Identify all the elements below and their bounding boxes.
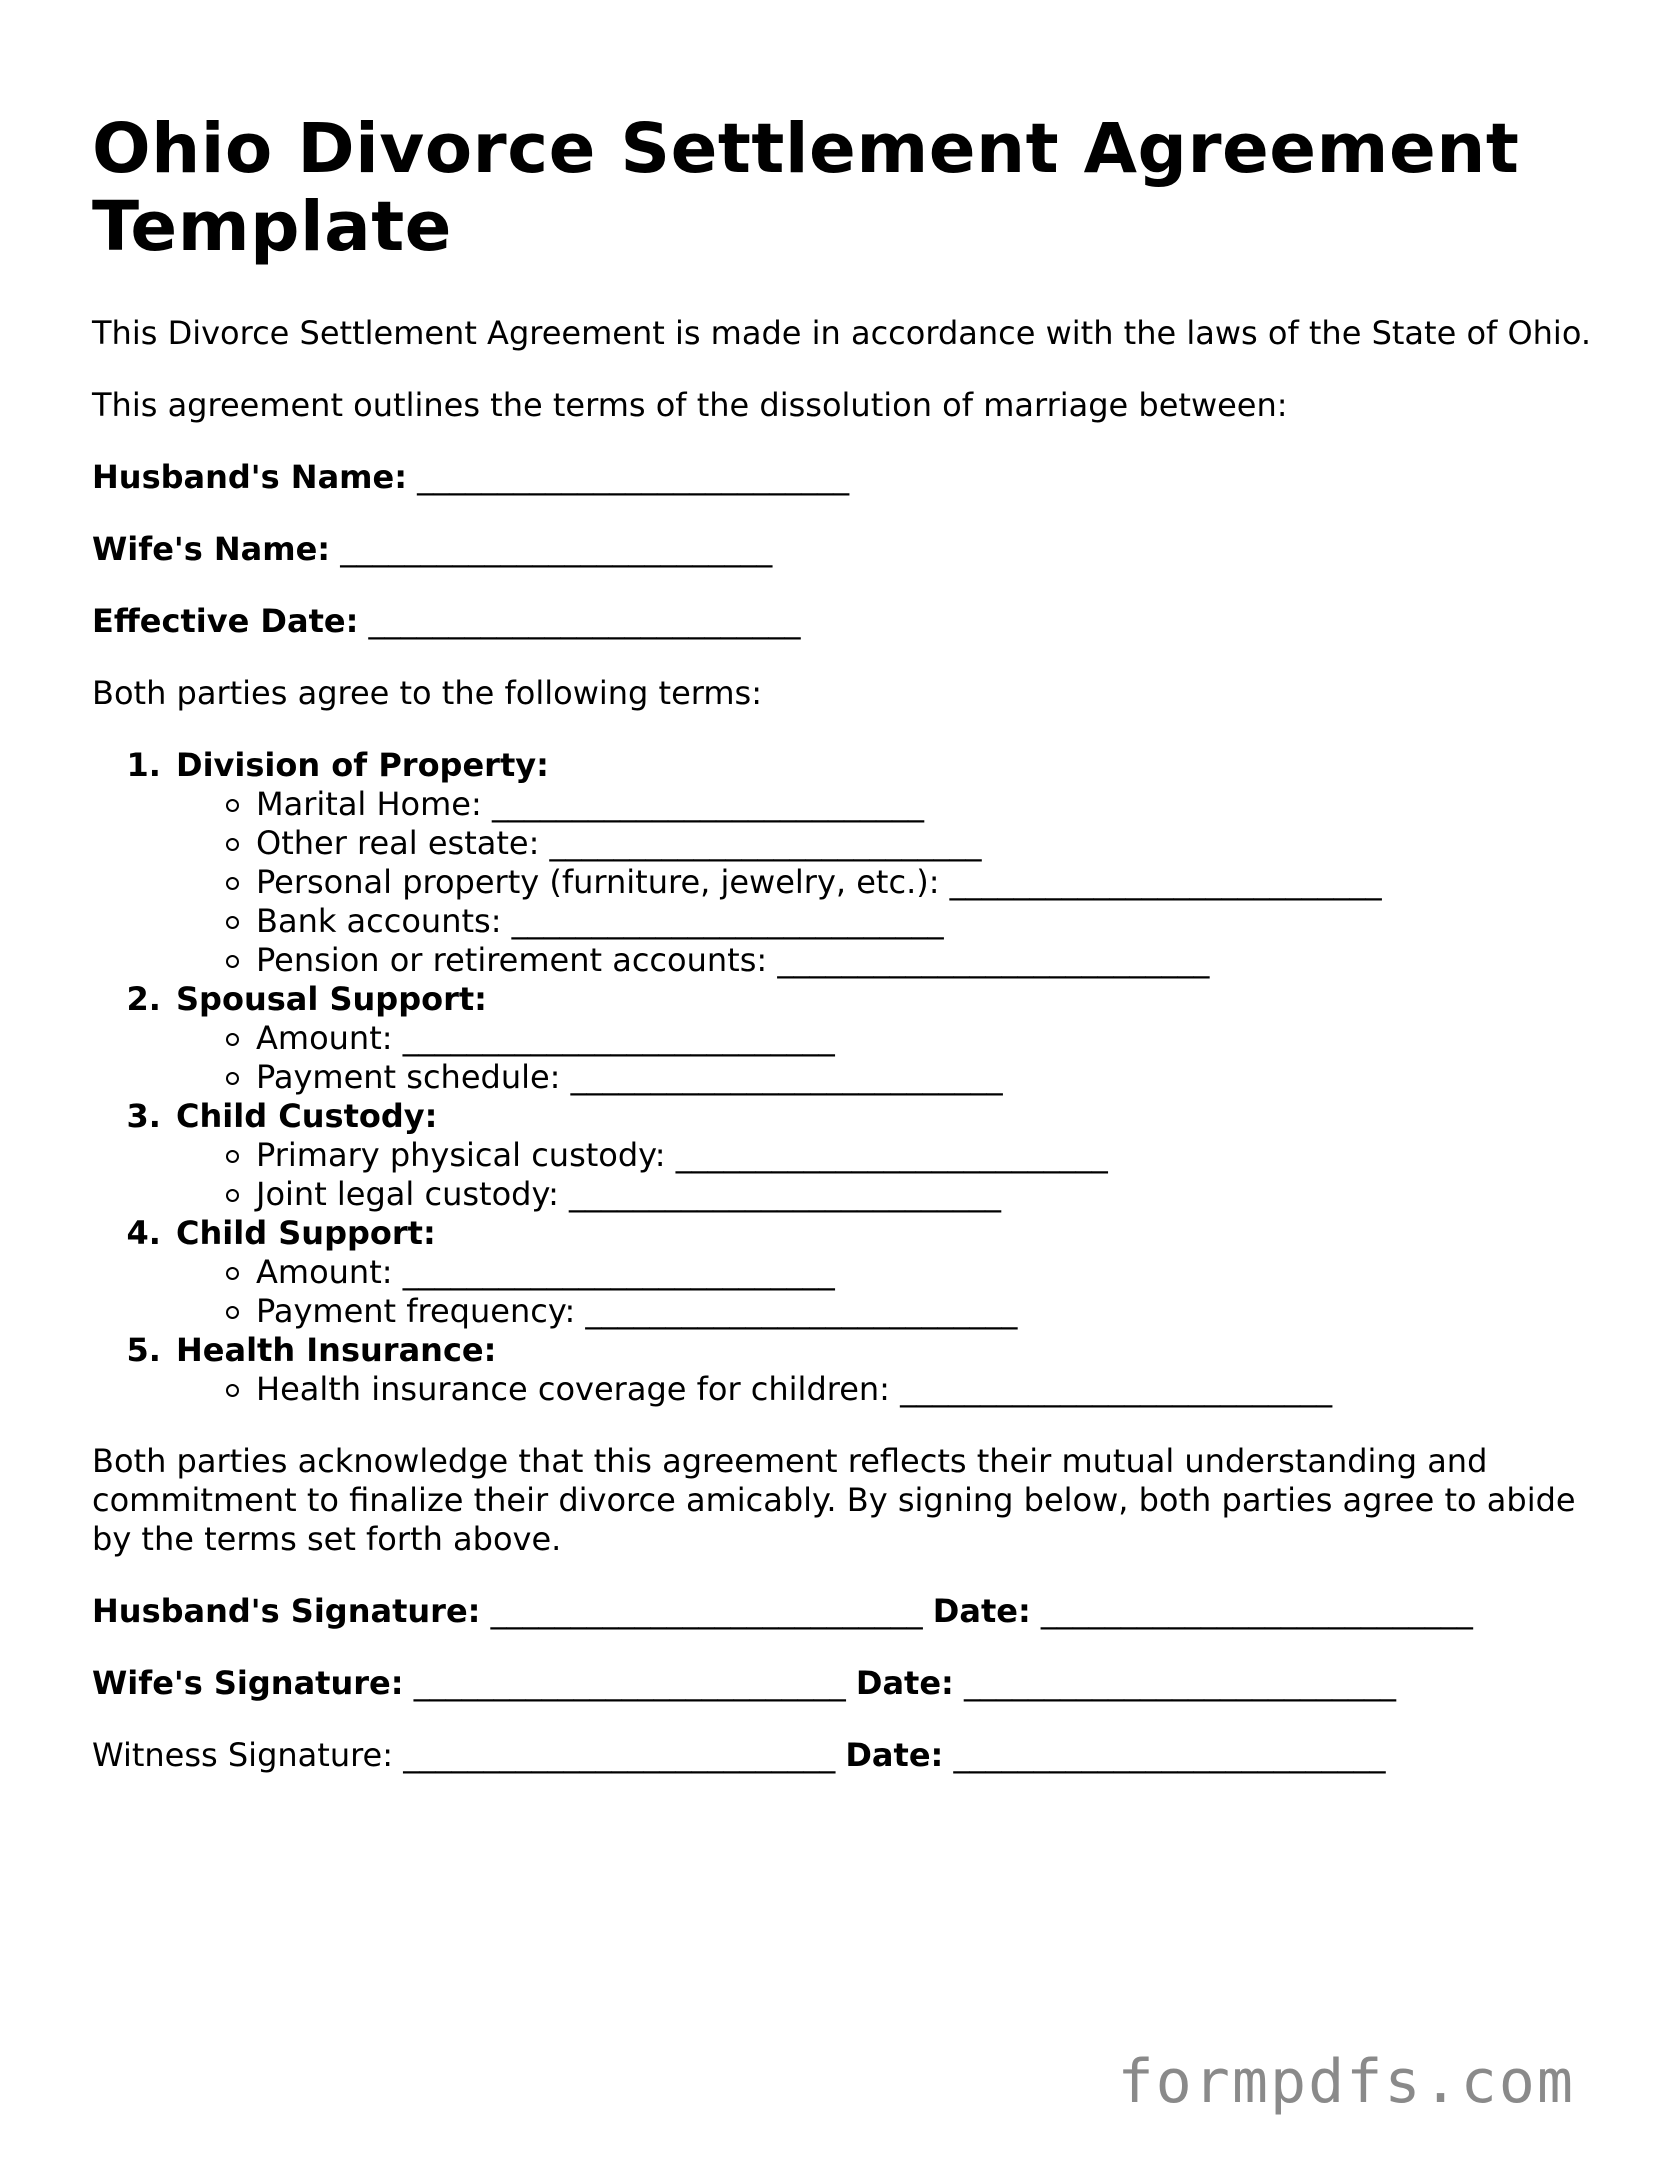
husband-name-blank[interactable]: ___________________________ <box>417 458 850 496</box>
witness-signature-row <box>92 1736 1592 1775</box>
document-page <box>92 110 1592 1808</box>
watermark: formpdfs.com <box>1117 2047 1575 2117</box>
term-item-blank[interactable]: ___________________________ <box>675 1136 1108 1174</box>
term-sub-list <box>176 1253 1592 1331</box>
acknowledgement-paragraph: Both parties acknowledge that this agreement reflects their mutual understanding and commitment to finalize their divorce amicably. By signing below, both parties agree to abide by the terms set forth above. <box>92 1442 1576 1558</box>
term-section <box>172 746 1592 980</box>
term-item-label: Payment schedule: <box>256 1058 561 1096</box>
term-item-blank[interactable]: ___________________________ <box>949 863 1382 901</box>
term-item-blank[interactable]: ___________________________ <box>777 941 1210 979</box>
term-item-label: Joint legal custody: <box>256 1175 559 1213</box>
wife-date-blank[interactable]: ___________________________ <box>964 1664 1396 1702</box>
term-item-label: Amount: <box>256 1019 393 1057</box>
term-item <box>256 785 1592 824</box>
wife-signature-label: Wife's Signature: <box>92 1664 404 1702</box>
term-item <box>256 941 1592 980</box>
wife-signature-row <box>92 1664 1592 1703</box>
term-item <box>256 1253 1592 1292</box>
term-section-title: Division of Property: <box>176 746 549 784</box>
terms-list <box>92 746 1592 1409</box>
witness-date-blank[interactable]: ___________________________ <box>953 1736 1386 1774</box>
term-item-label: Pension or retirement accounts: <box>256 941 768 979</box>
wife-name-label: Wife's Name: <box>92 530 331 568</box>
term-sub-list <box>176 1370 1592 1409</box>
term-item <box>256 1019 1592 1058</box>
term-item <box>256 824 1592 863</box>
term-item-blank[interactable]: ___________________________ <box>402 1019 835 1057</box>
term-item <box>256 1292 1592 1331</box>
husband-signature-row <box>92 1592 1592 1631</box>
term-section-title: Spousal Support: <box>176 980 487 1018</box>
term-item-blank[interactable]: ___________________________ <box>585 1292 1018 1330</box>
term-item <box>256 1175 1592 1214</box>
effective-date-field <box>92 602 1592 641</box>
term-item-blank[interactable]: ___________________________ <box>549 824 982 862</box>
husband-name-label: Husband's Name: <box>92 458 407 496</box>
term-item-blank[interactable]: ___________________________ <box>491 785 924 823</box>
term-sub-list <box>176 1019 1592 1097</box>
term-item-blank[interactable]: ___________________________ <box>570 1058 1003 1096</box>
term-section-title: Child Support: <box>176 1214 436 1252</box>
effective-date-label: Effective Date: <box>92 602 359 640</box>
term-section-title: Child Custody: <box>176 1097 438 1135</box>
term-section <box>172 1214 1592 1331</box>
wife-name-blank[interactable]: ___________________________ <box>340 530 773 568</box>
wife-signature-blank[interactable]: ___________________________ <box>413 1664 846 1702</box>
term-sub-list <box>176 1136 1592 1214</box>
term-sub-list <box>176 785 1592 980</box>
husband-name-field <box>92 458 1592 497</box>
terms-intro: Both parties agree to the following terms: <box>92 674 762 712</box>
witness-signature-blank[interactable]: ___________________________ <box>403 1736 836 1774</box>
husband-signature-label: Husband's Signature: <box>92 1592 481 1630</box>
husband-date-label: Date: <box>932 1592 1031 1630</box>
wife-date-label: Date: <box>855 1664 954 1702</box>
term-item-label: Amount: <box>256 1253 393 1291</box>
term-section <box>172 1097 1592 1214</box>
term-item-label: Primary physical custody: <box>256 1136 666 1174</box>
term-item-blank[interactable]: ___________________________ <box>402 1253 835 1291</box>
term-item <box>256 1058 1592 1097</box>
term-item-blank[interactable]: ___________________________ <box>569 1175 1002 1213</box>
term-item-label: Health insurance coverage for children: <box>256 1370 890 1408</box>
term-item-label: Payment frequency: <box>256 1292 576 1330</box>
term-section <box>172 980 1592 1097</box>
witness-signature-label: Witness Signature: <box>92 1736 394 1774</box>
term-item <box>256 1136 1592 1175</box>
term-item-label: Other real estate: <box>256 824 540 862</box>
husband-date-blank[interactable]: ___________________________ <box>1040 1592 1473 1630</box>
effective-date-blank[interactable]: ___________________________ <box>368 602 801 640</box>
intro-paragraph: This Divorce Settlement Agreement is made in accordance with the laws of the State of Ohio. <box>92 314 1591 352</box>
term-item-blank[interactable]: ___________________________ <box>900 1370 1333 1408</box>
wife-name-field <box>92 530 1592 569</box>
term-item <box>256 1370 1592 1409</box>
page-title: Ohio Divorce Settlement Agreement Template <box>92 109 1520 267</box>
term-item <box>256 863 1592 902</box>
witness-date-label: Date: <box>845 1736 944 1774</box>
term-item-label: Personal property (furniture, jewelry, etc.): <box>256 863 940 901</box>
husband-signature-blank[interactable]: ___________________________ <box>490 1592 923 1630</box>
term-item-label: Bank accounts: <box>256 902 502 940</box>
term-item-label: Marital Home: <box>256 785 482 823</box>
intro-parties-paragraph: This agreement outlines the terms of the dissolution of marriage between: <box>92 386 1288 424</box>
term-section <box>172 1331 1592 1409</box>
term-section-title: Health Insurance: <box>176 1331 497 1369</box>
term-item-blank[interactable]: ___________________________ <box>511 902 944 940</box>
term-item <box>256 902 1592 941</box>
